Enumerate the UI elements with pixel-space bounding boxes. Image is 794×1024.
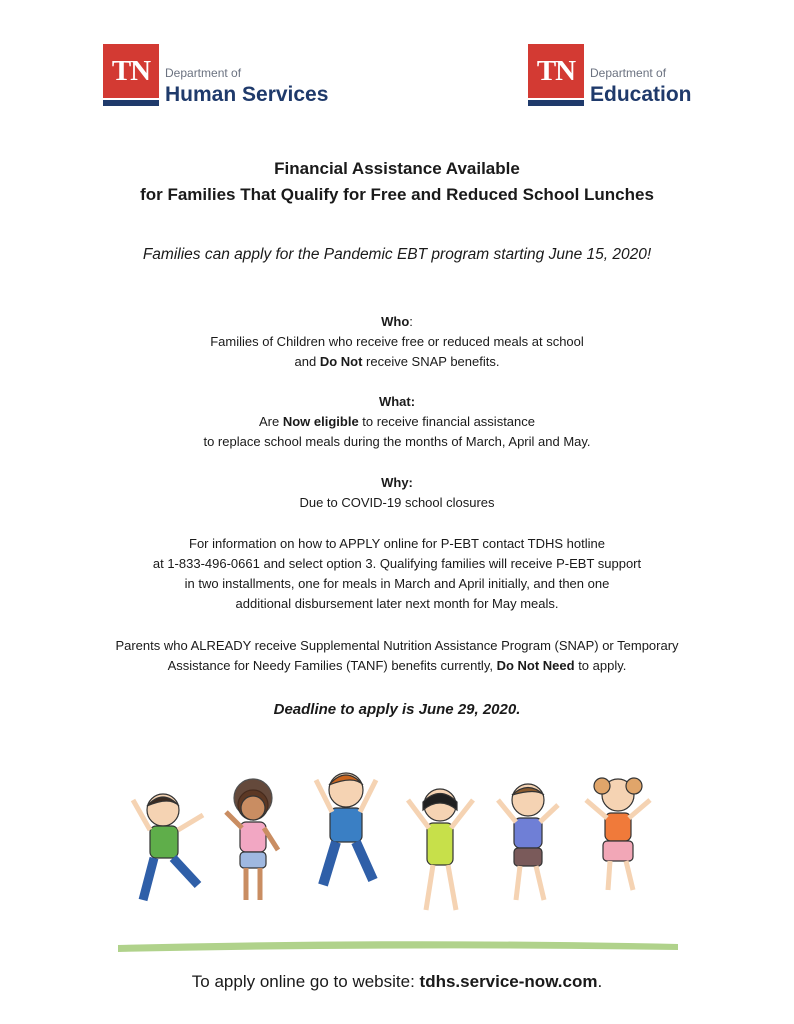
logo-stripe (528, 100, 584, 106)
info-line-3: in two installments, one for meals in March and April initially, and then one (184, 576, 610, 591)
website-link[interactable]: tdhs.service-now.com (419, 972, 598, 991)
who-heading: Who (381, 314, 410, 329)
apply-online-footer: To apply online go to website: tdhs.service-now.com. (191, 972, 603, 991)
what-line-2: to replace school meals during the months of March, April and May. (203, 434, 591, 449)
title-line-1: Financial Assistance Available (274, 159, 520, 178)
deadline-text: Deadline to apply is June 29, 2020. (273, 701, 521, 718)
kid-2 (226, 779, 278, 900)
what-line-1: Are Now eligible to receive financial assistance (259, 414, 535, 429)
info-line-1: For information on how to APPLY online for P-EBT contact TDHS hotline (189, 536, 605, 551)
who-section (0, 312, 794, 372)
info-section (0, 534, 794, 614)
dept-label: Department of (165, 66, 242, 80)
who-line-2: and Do Not receive SNAP benefits. (294, 354, 500, 369)
info-line-2: at 1-833-496-0661 and select option 3. Qualifying families will receive P-EBT support (152, 556, 642, 571)
grass-ground (118, 941, 678, 952)
already-line-1: Parents who ALREADY receive Supplemental Nutrition Assistance Program (SNAP) or Temporary (115, 638, 679, 653)
tdhs-logo (103, 44, 333, 112)
kid-3 (316, 773, 376, 885)
who-emphasis: Do Not (319, 354, 363, 369)
what-heading: What: (378, 394, 416, 409)
kid-5 (498, 784, 558, 900)
jumping-kids-illustration (118, 760, 678, 960)
kid-1 (133, 794, 203, 900)
who-colon: : (409, 314, 413, 329)
already-section (0, 636, 794, 676)
already-emphasis: Do Not Need (496, 658, 575, 673)
tn-badge: TN (103, 44, 159, 98)
logo-stripe (103, 100, 159, 106)
footer-text: To apply online go to website: (191, 972, 420, 991)
why-section (0, 473, 794, 513)
info-line-4: additional disbursement later next month for May meals. (235, 596, 559, 611)
who-line-1: Families of Children who receive free or reduced meals at school (210, 334, 584, 349)
kid-6 (586, 778, 650, 890)
tdoe-logo (528, 44, 698, 112)
dept-label: Department of (590, 66, 667, 80)
title-line-2: for Families That Qualify for Free and Reduced School Lunches (140, 185, 654, 204)
what-emphasis: Now eligible (282, 414, 359, 429)
page-title (0, 156, 794, 208)
tn-badge: TN (528, 44, 584, 98)
why-heading: Why: (381, 475, 413, 490)
why-line-1: Due to COVID-19 school closures (299, 495, 495, 510)
page-subtitle: Families can apply for the Pandemic EBT program starting June 15, 2020! (142, 246, 652, 263)
dept-name: Human Services (165, 83, 329, 106)
what-section (0, 392, 794, 452)
already-line-2: Assistance for Needy Families (TANF) benefits currently, Do Not Need to apply. (167, 658, 627, 673)
kid-4 (408, 789, 473, 910)
dept-name: Education (590, 83, 692, 106)
